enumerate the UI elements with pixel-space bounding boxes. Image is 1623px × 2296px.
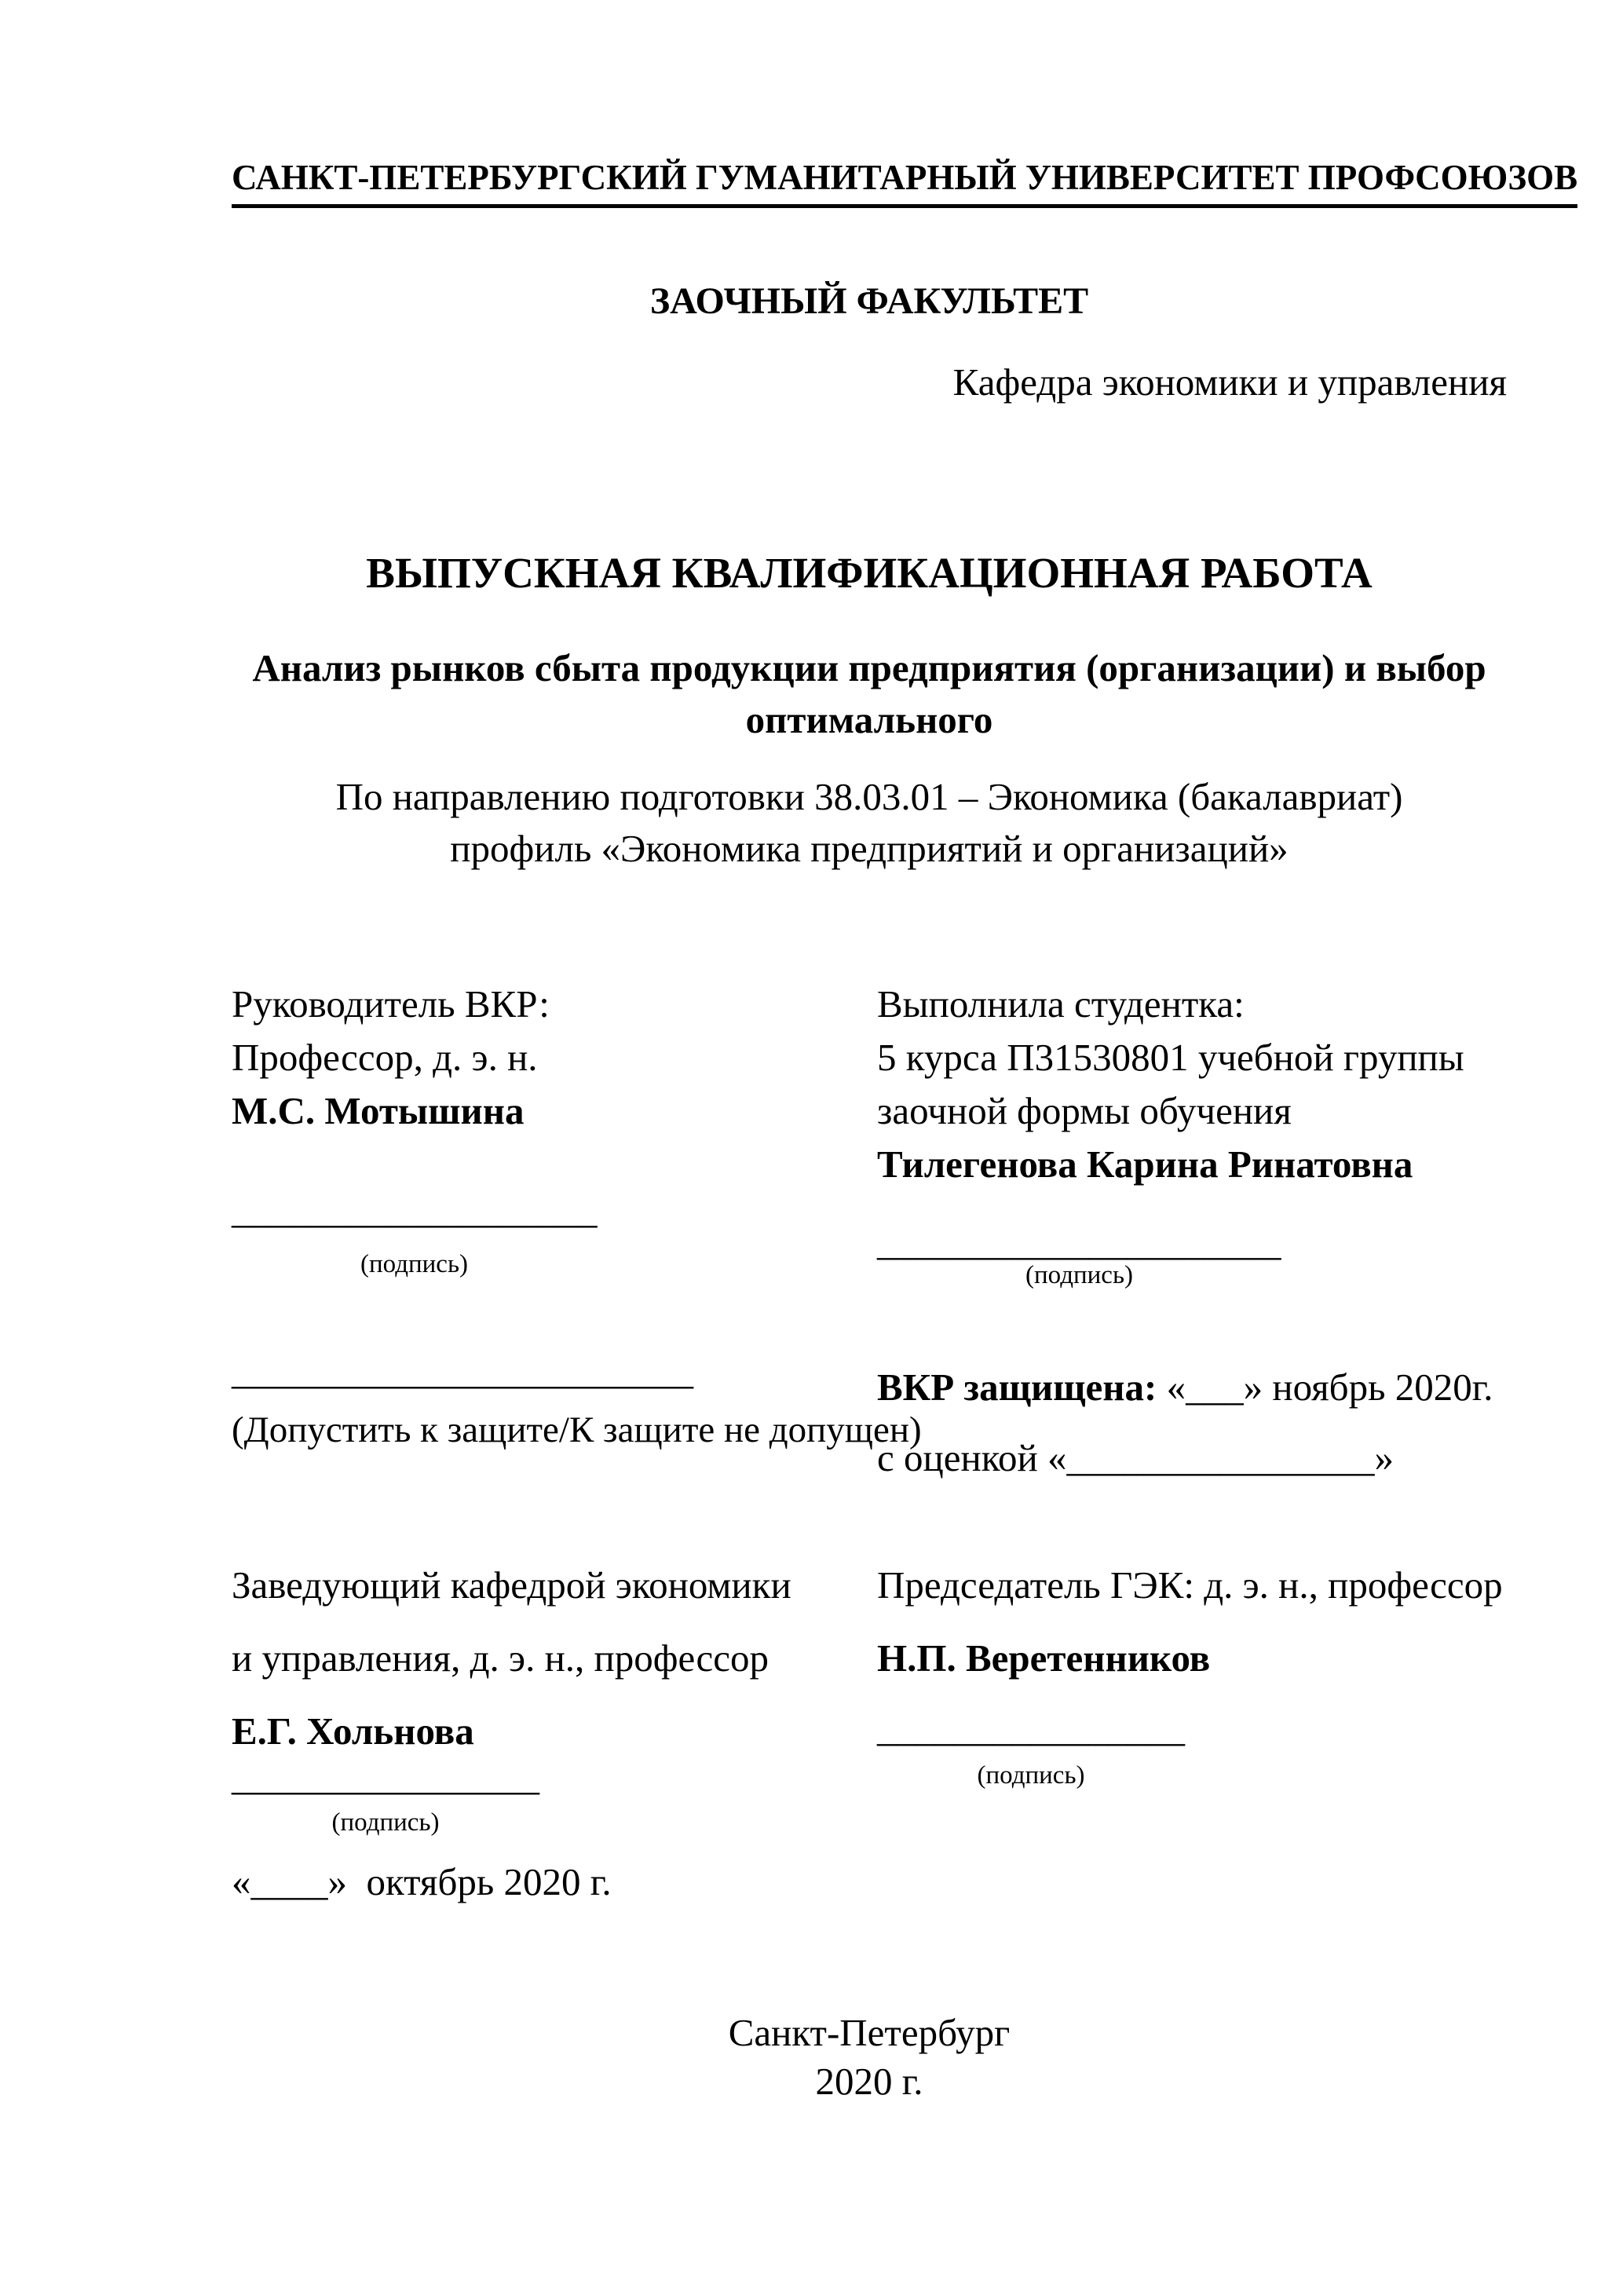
gek-chair-block: [877, 1548, 1503, 1695]
student-block: [877, 978, 1464, 1191]
student-label: Выполнила студентка:: [877, 982, 1245, 1026]
head-signature-line: ________________: [232, 1755, 539, 1798]
head-of-department-block: [232, 1548, 791, 1768]
head-signature-caption: (подпись): [331, 1808, 440, 1837]
thesis-title: Анализ рынков сбыта продукции предприятия (организации) и выбор оптимального: [252, 646, 1486, 741]
student-form-line: заочной формы обучения: [877, 1089, 1292, 1132]
supervisor-signature-caption: (подпись): [360, 1250, 468, 1278]
defense-label: ВКР защищена:: [877, 1366, 1157, 1409]
head-line-1: Заведующий кафедрой экономики: [232, 1563, 791, 1607]
student-signature-caption: (подпись): [1025, 1261, 1133, 1289]
defense-grade-line: с оценкой «________________»: [877, 1436, 1394, 1479]
direction-line-2: профиль «Экономика предприятий и организаций»: [450, 827, 1289, 870]
faculty-title: ЗАОЧНЫЙ ФАКУЛЬТЕТ: [649, 280, 1089, 322]
work-type-title: ВЫПУСКНАЯ КВАЛИФИКАЦИОННАЯ РАБОТА: [366, 549, 1373, 597]
student-name: Тилегенова Карина Ринатовна: [877, 1143, 1413, 1186]
gek-signature-line: ________________: [877, 1706, 1185, 1749]
footer-year: 2020 г.: [815, 2060, 923, 2103]
direction-block: [232, 771, 1507, 875]
supervisor-block: [232, 978, 550, 1138]
admission-line: ________________________: [232, 1349, 693, 1392]
footer-city: Санкт-Петербург: [728, 2011, 1011, 2054]
gek-chair-line-1: Председатель ГЭК: д. э. н., профессор: [877, 1563, 1503, 1607]
supervisor-signature-line: ___________________: [232, 1188, 598, 1231]
gek-signature-caption: (подпись): [977, 1761, 1085, 1790]
defense-line: [877, 1365, 1493, 1409]
supervisor-degree: Профессор, д. э. н.: [232, 1036, 538, 1079]
student-signature-line: _____________________: [877, 1220, 1281, 1263]
footer-block: [232, 2009, 1507, 2106]
gek-chair-name: Н.П. Веретенников: [877, 1636, 1211, 1680]
head-date-line: «____» октябрь 2020 г.: [232, 1860, 612, 1903]
supervisor-label: Руководитель ВКР:: [232, 982, 550, 1026]
direction-line-1: По направлению подготовки 38.03.01 – Экономика (бакалавриат): [335, 775, 1403, 818]
department-line: Кафедра экономики и управления: [952, 360, 1507, 404]
head-line-2: и управления, д. э. н., профессор: [232, 1636, 769, 1680]
student-group-line: 5 курса П31530801 учебной группы: [877, 1036, 1464, 1079]
head-name: Е.Г. Хольнова: [232, 1709, 474, 1753]
university-header: [232, 157, 1578, 208]
supervisor-name: М.С. Мотышина: [232, 1089, 525, 1132]
university-title: САНКТ-ПЕТЕРБУРГСКИЙ ГУМАНИТАРНЫЙ УНИВЕРСИТЕТ ПРОФСОЮЗОВ: [232, 157, 1577, 208]
admission-caption: (Допустить к защите/К защите не допущен): [232, 1409, 922, 1450]
defense-date-blank: «___» ноябрь 2020г.: [1157, 1366, 1493, 1409]
